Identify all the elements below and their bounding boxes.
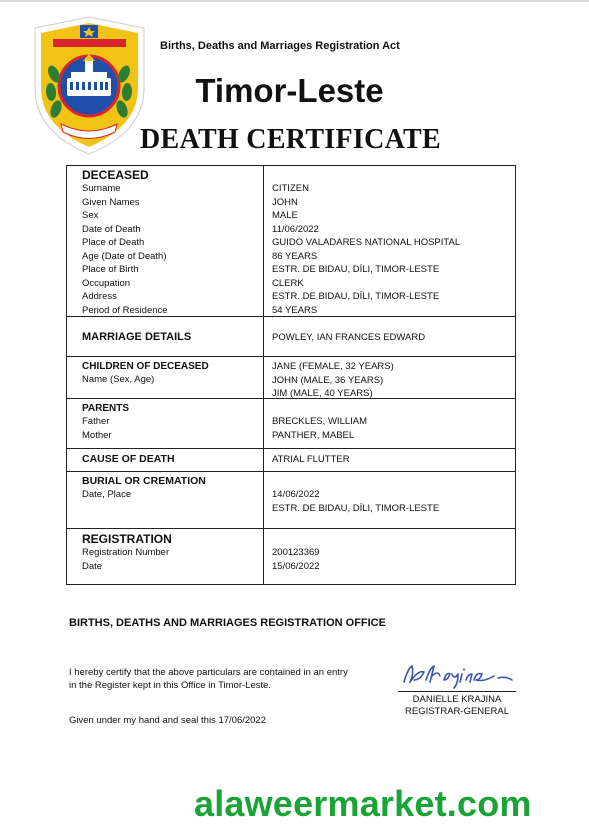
signature bbox=[398, 660, 518, 690]
value-address: ESTR. DE BIDAU, DÍLI, TIMOR-LESTE bbox=[272, 291, 440, 302]
label-given-names: Given Names bbox=[82, 196, 140, 208]
value-registration-date: 15/06/2022 bbox=[272, 560, 320, 572]
value-child-1: JANE (FEMALE, 32 YEARS) bbox=[272, 361, 394, 372]
value-given-names: JOHN bbox=[272, 196, 298, 208]
label-address: Address bbox=[82, 291, 117, 302]
section-deceased bbox=[67, 166, 515, 317]
section-marriage bbox=[67, 317, 515, 357]
children-heading: CHILDREN OF DECEASED bbox=[82, 361, 209, 372]
value-registration-number: 200123369 bbox=[272, 547, 320, 558]
value-occupation: CLERK bbox=[272, 277, 304, 289]
value-burial-date: 14/06/2022 bbox=[272, 489, 320, 500]
marriage-heading: MARRIAGE DETAILS bbox=[82, 331, 192, 343]
value-place-of-birth: ESTR. DE BIDAU, DÍLI, TIMOR-LESTE bbox=[272, 264, 440, 275]
label-mother: Mother bbox=[82, 429, 112, 441]
deceased-heading: DECEASED bbox=[82, 168, 149, 182]
value-child-2: JOHN (MALE, 36 YEARS) bbox=[272, 374, 384, 386]
top-border-line bbox=[0, 0, 589, 2]
label-place-of-death: Place of Death bbox=[82, 237, 145, 248]
registration-heading: REGISTRATION bbox=[82, 532, 172, 546]
value-cause: ATRIAL FLUTTER bbox=[272, 454, 350, 465]
certificate-table bbox=[66, 165, 516, 585]
value-father: BRECKLES, WILLIAM bbox=[272, 416, 368, 427]
section-children bbox=[67, 357, 515, 399]
registrar-name: DANIELLE KRAJINA bbox=[412, 694, 502, 705]
registrar-block bbox=[390, 694, 524, 718]
label-place-of-birth: Place of Birth bbox=[82, 264, 139, 275]
section-registration bbox=[67, 529, 515, 586]
value-place-of-death: GUIDO VALADARES NATIONAL HOSPITAL bbox=[272, 237, 461, 248]
label-date-of-death: Date of Death bbox=[82, 223, 141, 235]
signature-line bbox=[398, 691, 516, 692]
value-burial-place: ESTR. DE BIDAU, DÍLI, TIMOR-LESTE bbox=[272, 502, 440, 514]
value-period-of-residence: 54 YEARS bbox=[272, 304, 318, 316]
watermark: alaweermarket.com bbox=[194, 783, 532, 824]
section-parents bbox=[67, 399, 515, 449]
document-title: DEATH CERTIFICATE bbox=[140, 124, 442, 155]
country-name: Timor-Leste bbox=[195, 72, 384, 109]
certification-line-2: in the Register kept in this Office in Timor-Leste. bbox=[69, 680, 272, 691]
label-burial: Date, Place bbox=[82, 489, 132, 500]
certification-statement bbox=[69, 666, 399, 692]
section-burial bbox=[67, 472, 515, 529]
value-mother: PANTHER, MABEL bbox=[272, 429, 355, 441]
label-father: Father bbox=[82, 416, 110, 427]
certification-line-1: I hereby certify that the above particulars are contained in an entry bbox=[69, 667, 348, 678]
label-registration-date: Date bbox=[82, 560, 103, 572]
parents-heading: PARENTS bbox=[82, 403, 130, 414]
burial-heading: BURIAL OR CREMATION bbox=[82, 475, 206, 487]
act-title: Births, Deaths and Marriages Registration Act bbox=[160, 40, 400, 52]
label-children: Name (Sex, Age) bbox=[82, 374, 155, 385]
label-period-of-residence: Period of Residence bbox=[82, 304, 168, 316]
value-surname: CITIZEN bbox=[272, 183, 309, 194]
value-spouse: POWLEY, IAN FRANCES EDWARD bbox=[272, 332, 426, 343]
given-under-hand: Given under my hand and seal this 17/06/2022 bbox=[69, 715, 266, 726]
label-occupation: Occupation bbox=[82, 277, 131, 289]
label-registration-number: Registration Number bbox=[82, 547, 170, 558]
label-surname: Surname bbox=[82, 183, 121, 194]
office-heading: BIRTHS, DEATHS AND MARRIAGES REGISTRATION OFFICE bbox=[69, 617, 386, 629]
registrar-title: REGISTRAR-GENERAL bbox=[405, 706, 509, 717]
cause-heading: CAUSE OF DEATH bbox=[82, 453, 175, 465]
value-age: 86 YEARS bbox=[272, 250, 318, 262]
value-date-of-death: 11/06/2022 bbox=[272, 223, 319, 235]
section-cause bbox=[67, 449, 515, 472]
value-child-3: JIM (MALE, 40 YEARS) bbox=[272, 388, 373, 399]
label-sex: Sex bbox=[82, 210, 99, 221]
value-sex: MALE bbox=[272, 210, 298, 221]
label-age: Age (Date of Death) bbox=[82, 250, 167, 262]
